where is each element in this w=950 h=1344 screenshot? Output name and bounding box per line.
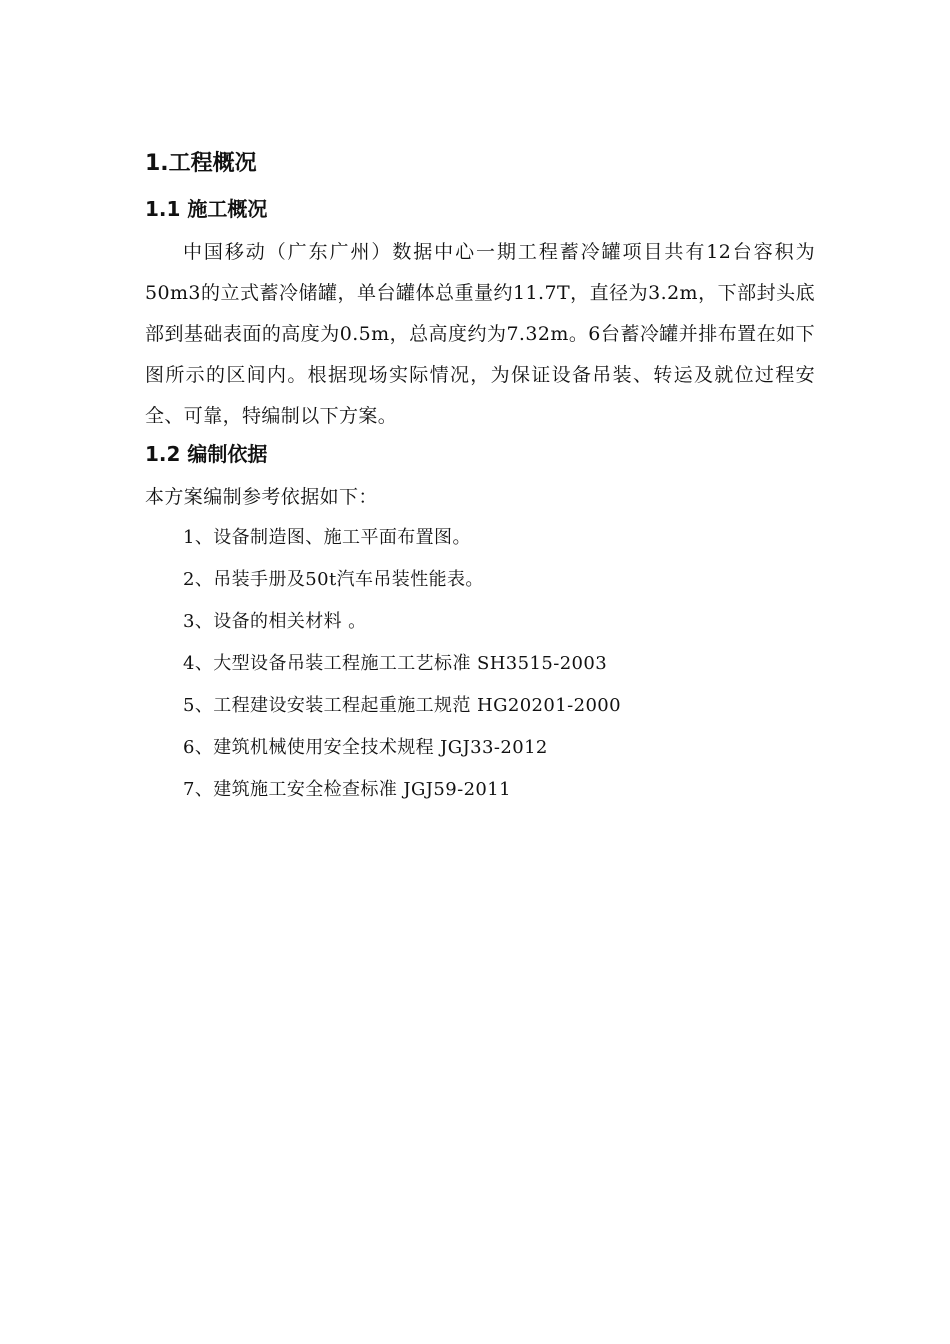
reference-item-3 bbox=[183, 601, 815, 643]
reference-item-text: 1、设备制造图、施工平面布置图。 bbox=[183, 527, 471, 548]
reference-item-text: 7、建筑施工安全检查标准 JGJ59-2011 bbox=[183, 779, 511, 800]
subsection-title-construction-overview: 1.1 施工概况 bbox=[145, 197, 268, 221]
reference-item-text: 5、工程建设安装工程起重施工规范 HG20201-2000 bbox=[183, 695, 621, 716]
section-title-project-overview: 1.工程概况 bbox=[145, 151, 257, 176]
subsection-title-basis: 1.2 编制依据 bbox=[145, 442, 268, 466]
basis-intro-text: 本方案编制参考依据如下： bbox=[145, 486, 378, 508]
reference-item-1 bbox=[183, 517, 815, 559]
reference-item-5 bbox=[183, 685, 815, 727]
reference-item-text: 6、建筑机械使用安全技术规程 JGJ33-2012 bbox=[183, 737, 548, 758]
construction-overview-paragraph: 中国移动（广东广州）数据中心一期工程蓄冷罐项目共有12台容积为50m3的立式蓄冷储罐，单台罐体总重量约11.7T，直径为3.2m，下部封头底部到基础表面的高度为0.5m，总高度约为7.32m。6台蓄冷罐并排布置在如下图所示的区间内。根据现场实际情况，为保证设备吊装、转运及就位过程安全、可靠，特编制以下方案。 bbox=[145, 241, 815, 427]
reference-item-7 bbox=[183, 769, 815, 811]
document-content bbox=[145, 148, 815, 811]
reference-item-text: 3、设备的相关材料 。 bbox=[183, 611, 367, 632]
reference-item-4 bbox=[183, 643, 815, 685]
reference-list bbox=[145, 517, 815, 811]
reference-item-2 bbox=[183, 559, 815, 601]
reference-item-text: 4、大型设备吊装工程施工工艺标准 SH3515-2003 bbox=[183, 653, 608, 674]
reference-item-6 bbox=[183, 727, 815, 769]
reference-item-text: 2、吊装手册及50t汽车吊装性能表。 bbox=[183, 569, 484, 590]
